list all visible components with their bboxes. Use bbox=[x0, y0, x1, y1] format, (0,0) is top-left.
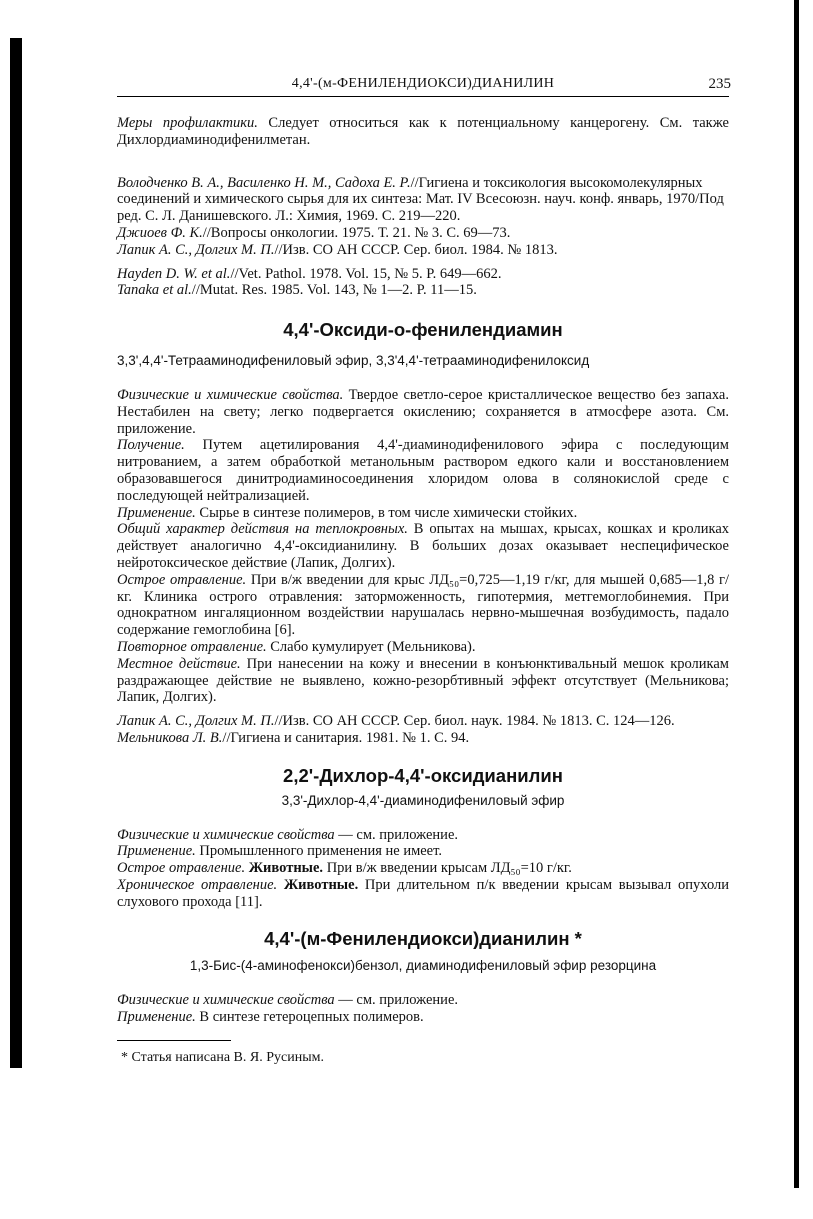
scan-edge-right bbox=[794, 0, 799, 1188]
paragraph-subject: Животные. bbox=[245, 860, 324, 877]
paragraph-text: В синтезе гетероцепных полимеров. bbox=[195, 1009, 424, 1026]
section-synonyms: 3,3',4,4'-Тетрааминодифениловый эфир, 3,3'4,4'-тетрааминодифенилоксид bbox=[117, 353, 590, 369]
references-block-3 bbox=[117, 713, 729, 747]
reference-source: //Гигиена и санитария. 1981. № 1. С. 94. bbox=[222, 729, 470, 746]
paragraph-text: В опытах на мышах, крысах, кошках и кроликах действует аналогично 4,4'-оксидианилину. В больших дозах оказывает неспецифическое нейротоксическое действие (Лапик, Долгих). bbox=[117, 521, 730, 571]
paragraph-text: При в/ж введении для крыс ЛД₅₀=0,725—1,19 г/кг, для мышей 0,685—1,8 г/кг. Клиника острого отравления: заторможенность, гипотермия, метгемоглобинемия. При однократном ингаляционном воздействии нарушалась нервно-мышечная возбудимость, падало содержание гемоглобина [6]. bbox=[117, 571, 729, 639]
reference-item bbox=[117, 282, 729, 299]
reference-authors: Лапик А. С., Долгих М. П. bbox=[117, 713, 275, 730]
paragraph-label: Острое отравление. bbox=[117, 571, 247, 588]
paragraph-text: Слабо кумулирует (Мельникова). bbox=[266, 638, 476, 655]
page-number: 235 bbox=[708, 76, 731, 92]
paragraph-text: При нанесении на кожу и внесении в конъюнктивальный мешок кроликам раздражающее действие не выявлено, кожно-резорбтивный эффект отсутствует (Мельникова; Лапик, Долгих). bbox=[117, 655, 729, 706]
paragraph-label: Применение. bbox=[117, 843, 196, 860]
reference-source: //Vet. Pathol. 1978. Vol. 15, № 5. P. 649—662. bbox=[230, 265, 502, 282]
reference-authors: Мельникова Л. В. bbox=[117, 729, 223, 746]
reference-authors: Hayden D. W. et al. bbox=[117, 265, 231, 282]
paragraph-text: Путем ацетилирования 4,4'-диаминодифенилового эфира с последующим нитрованием, а затем обработкой метанольным раствором едкого кали и восстановлением образовавшегося динитродиаминосоединения хлоридом олова в солянокислой среде с последующей нейтрализацией. bbox=[117, 437, 729, 504]
reference-item bbox=[117, 242, 729, 259]
section-synonyms: 3,3'-Дихлор-4,4'-диаминодифениловый эфир bbox=[281, 792, 565, 808]
footnote-rule bbox=[117, 1040, 231, 1041]
reference-item bbox=[117, 730, 729, 747]
paragraph-text: Промышленного применения не имеет. bbox=[195, 843, 442, 860]
paragraph-text: При в/ж введении крысам ЛД₅₀=10 г/кг. bbox=[323, 860, 572, 877]
references-block-1 bbox=[117, 175, 729, 259]
paragraph bbox=[117, 656, 729, 706]
reference-authors: Лапик А. С., Долгих М. П. bbox=[117, 241, 275, 258]
paragraph-label: Физические и химические свойства bbox=[117, 826, 335, 843]
paragraph bbox=[117, 572, 729, 639]
paragraph bbox=[117, 860, 729, 877]
paragraph bbox=[117, 521, 729, 571]
references-block-2 bbox=[117, 266, 729, 300]
reference-source: //Изв. СО АН СССР. Сер. биол. 1984. № 1813. bbox=[274, 241, 558, 258]
reference-item bbox=[117, 175, 729, 225]
section-title-dichloro-oxydianiline: 2,2'-Дихлор-4,4'-оксидианилин bbox=[283, 764, 563, 786]
paragraph-label: Применение. bbox=[117, 504, 196, 521]
reference-source: //Mutat. Res. 1985. Vol. 143, № 1—2. P. 11—15. bbox=[191, 282, 477, 299]
reference-item bbox=[117, 713, 729, 730]
section-synonyms: 1,3-Бис-(4-аминофенокси)бензол, диаминодифениловый эфир резорцина bbox=[189, 958, 657, 974]
paragraph bbox=[117, 1009, 729, 1026]
paragraph-label: Повторное отравление. bbox=[117, 638, 267, 655]
reference-source: //Вопросы онкологии. 1975. Т. 21. № 3. С. 69—73. bbox=[202, 224, 511, 241]
prevention-paragraph bbox=[117, 115, 729, 149]
paragraph-label: Физические и химические свойства. bbox=[117, 386, 344, 403]
section-title-oxydi-phenylenediamine: 4,4'-Оксиди-о-фенилендиамин bbox=[283, 319, 563, 341]
reference-source: //Изв. СО АН СССР. Сер. биол. наук. 1984. № 1813. С. 124—126. bbox=[274, 713, 675, 730]
paragraph bbox=[117, 843, 729, 860]
paragraph-text: Сырье в синтезе полимеров, в том числе химически стойких. bbox=[195, 504, 578, 521]
paragraph-label: Общий характер действия на теплокровных. bbox=[117, 521, 408, 538]
paragraph-label: Местное действие. bbox=[117, 655, 241, 672]
reference-authors: Tanaka et al. bbox=[117, 282, 192, 299]
reference-authors: Джиоев Ф. К. bbox=[117, 224, 203, 241]
paragraph-text: — см. приложение. bbox=[334, 992, 459, 1009]
reference-source: //Гигиена и токсикология высокомолекулярных соединений и химического сырья для их синтеза: Мат. IV Всесоюзн. науч. конф. январь, 1970/Под ред. С. Л. Данишевского. Л.: Химия, 1969. С. 219—220. bbox=[117, 174, 724, 225]
section-title-phenylenedioxy-dianiline: 4,4'-(м-Фенилендиокси)дианилин * bbox=[264, 928, 582, 950]
prevention-text: Следует относиться как к потенциальному канцерогену. См. также Дихлордиаминодифенилметан. bbox=[117, 115, 729, 148]
paragraph-label: Хроническое отравление. bbox=[117, 876, 278, 893]
paragraph-text: При длительном п/к введении крысам вызывал опухоли слухового прохода [11]. bbox=[117, 876, 730, 910]
reference-item bbox=[117, 266, 729, 283]
paragraph-label: Получение. bbox=[117, 437, 185, 454]
running-head bbox=[117, 74, 729, 97]
paragraph bbox=[117, 639, 729, 656]
section-body bbox=[117, 387, 729, 706]
footnote: * Статья написана В. Я. Русиным. bbox=[121, 1049, 324, 1065]
prevention-label: Меры профилактики. bbox=[117, 115, 258, 131]
paragraph-label: Физические и химические свойства bbox=[117, 992, 335, 1009]
paragraph-label: Применение. bbox=[117, 1009, 196, 1026]
paragraph bbox=[117, 827, 729, 844]
running-head-title: 4,4'-(м-ФЕНИЛЕНДИОКСИ)ДИАНИЛИН bbox=[291, 76, 555, 91]
paragraph-text: Твердое светло-серое кристаллическое вещество без запаха. Нестабилен на свету; легко подвергается окислению; сохраняется в атмосфере азота. См. приложение. bbox=[117, 386, 729, 437]
paragraph bbox=[117, 437, 729, 504]
paragraph-text: — см. приложение. bbox=[334, 826, 459, 843]
paragraph bbox=[117, 387, 729, 437]
reference-authors: Володченко В. А., Василенко Н. М., Садоха Е. Р. bbox=[117, 174, 411, 191]
paragraph bbox=[117, 505, 729, 522]
paragraph-subject: Животные. bbox=[277, 876, 359, 893]
reference-item bbox=[117, 225, 729, 242]
scan-edge-left bbox=[10, 38, 22, 1068]
book-page bbox=[117, 74, 729, 1067]
paragraph bbox=[117, 877, 729, 911]
paragraph bbox=[117, 992, 729, 1009]
paragraph-label: Острое отравление. bbox=[117, 860, 246, 877]
